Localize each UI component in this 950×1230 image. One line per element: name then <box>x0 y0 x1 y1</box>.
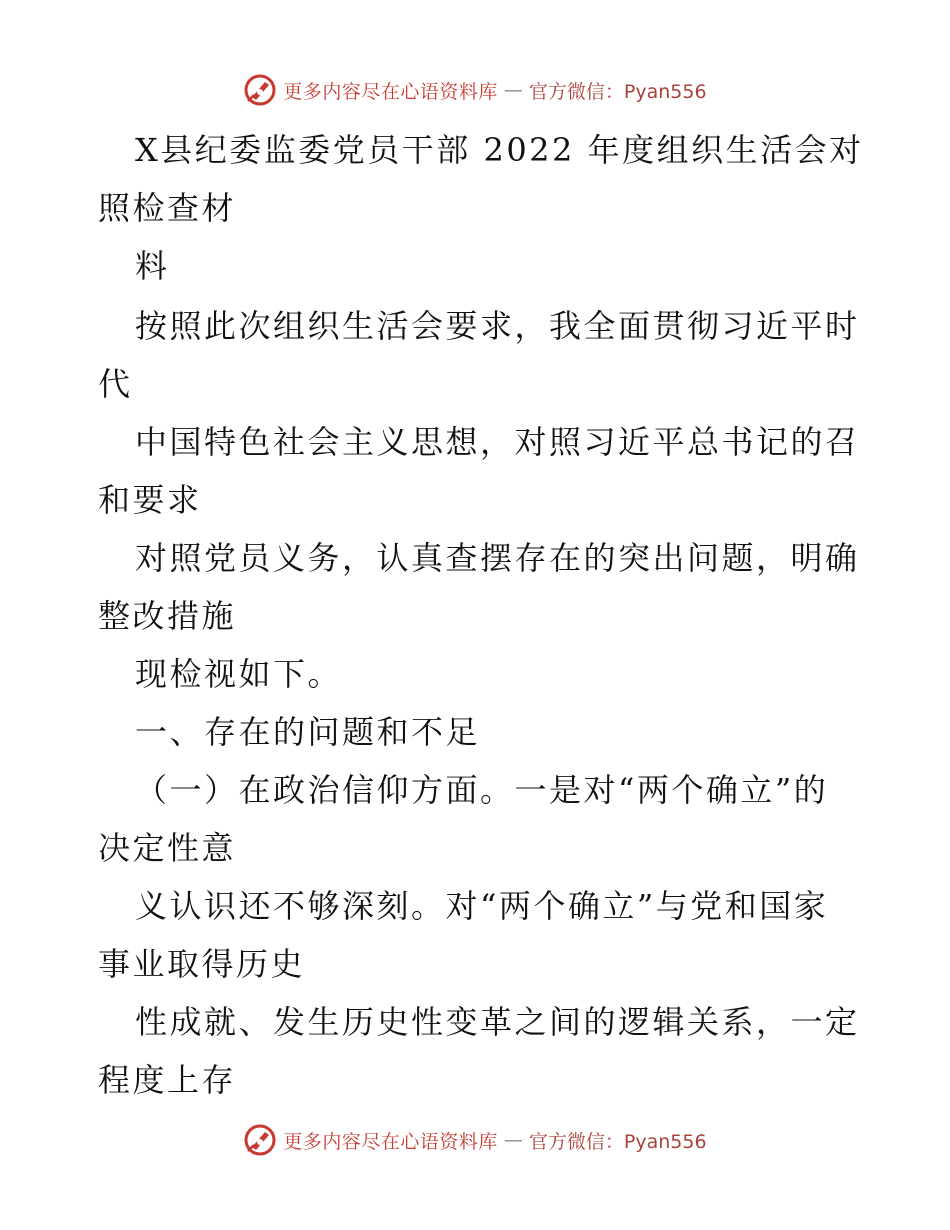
paragraph-line: 事业取得历史 <box>98 945 306 983</box>
paragraph-line: 整改措施 <box>98 597 237 635</box>
paragraph-line: （一）在政治信仰方面。一是对“两个确立”的 <box>135 771 829 809</box>
watermark-brand-text: 更多内容尽在心语资料库 <box>283 80 498 103</box>
watermark-footer <box>0 1120 950 1160</box>
watermark-brand-text: 更多内容尽在心语资料库 <box>283 1130 498 1153</box>
paragraph-line: 性成就、发生历史性变革之间的逻辑关系，一定 <box>135 1003 860 1041</box>
pen-seal-logo-icon <box>243 1123 277 1157</box>
paragraph-line: 和要求 <box>98 481 202 519</box>
paragraph-line: 程度上存 <box>98 1061 237 1099</box>
section-heading: 一、存在的问题和不足 <box>135 713 481 751</box>
document-title-line-1: X县纪委监委党员干部 2022 年度组织生活会对 <box>135 131 864 169</box>
paragraph-line: 义认识还不够深刻。对“两个确立”与党和国家 <box>135 887 829 925</box>
document-title-line-2: 照检查材 <box>98 189 237 227</box>
paragraph-line: 代 <box>98 365 133 403</box>
watermark-contact-text: 官方微信：Pyan556 <box>528 80 707 103</box>
watermark-separator: — <box>503 1129 523 1151</box>
paragraph-line: 现检视如下。 <box>135 655 343 693</box>
paragraph-line: 对照党员义务，认真查摆存在的突出问题，明确 <box>135 539 860 577</box>
paragraph-line: 中国特色社会主义思想，对照习近平总书记的召 <box>135 423 860 461</box>
watermark-separator: — <box>503 79 523 101</box>
document-title-line-3: 料 <box>135 247 170 285</box>
paragraph-line: 决定性意 <box>98 829 237 867</box>
watermark-contact-text: 官方微信：Pyan556 <box>528 1130 707 1153</box>
paragraph-line: 按照此次组织生活会要求，我全面贯彻习近平时 <box>135 307 860 345</box>
